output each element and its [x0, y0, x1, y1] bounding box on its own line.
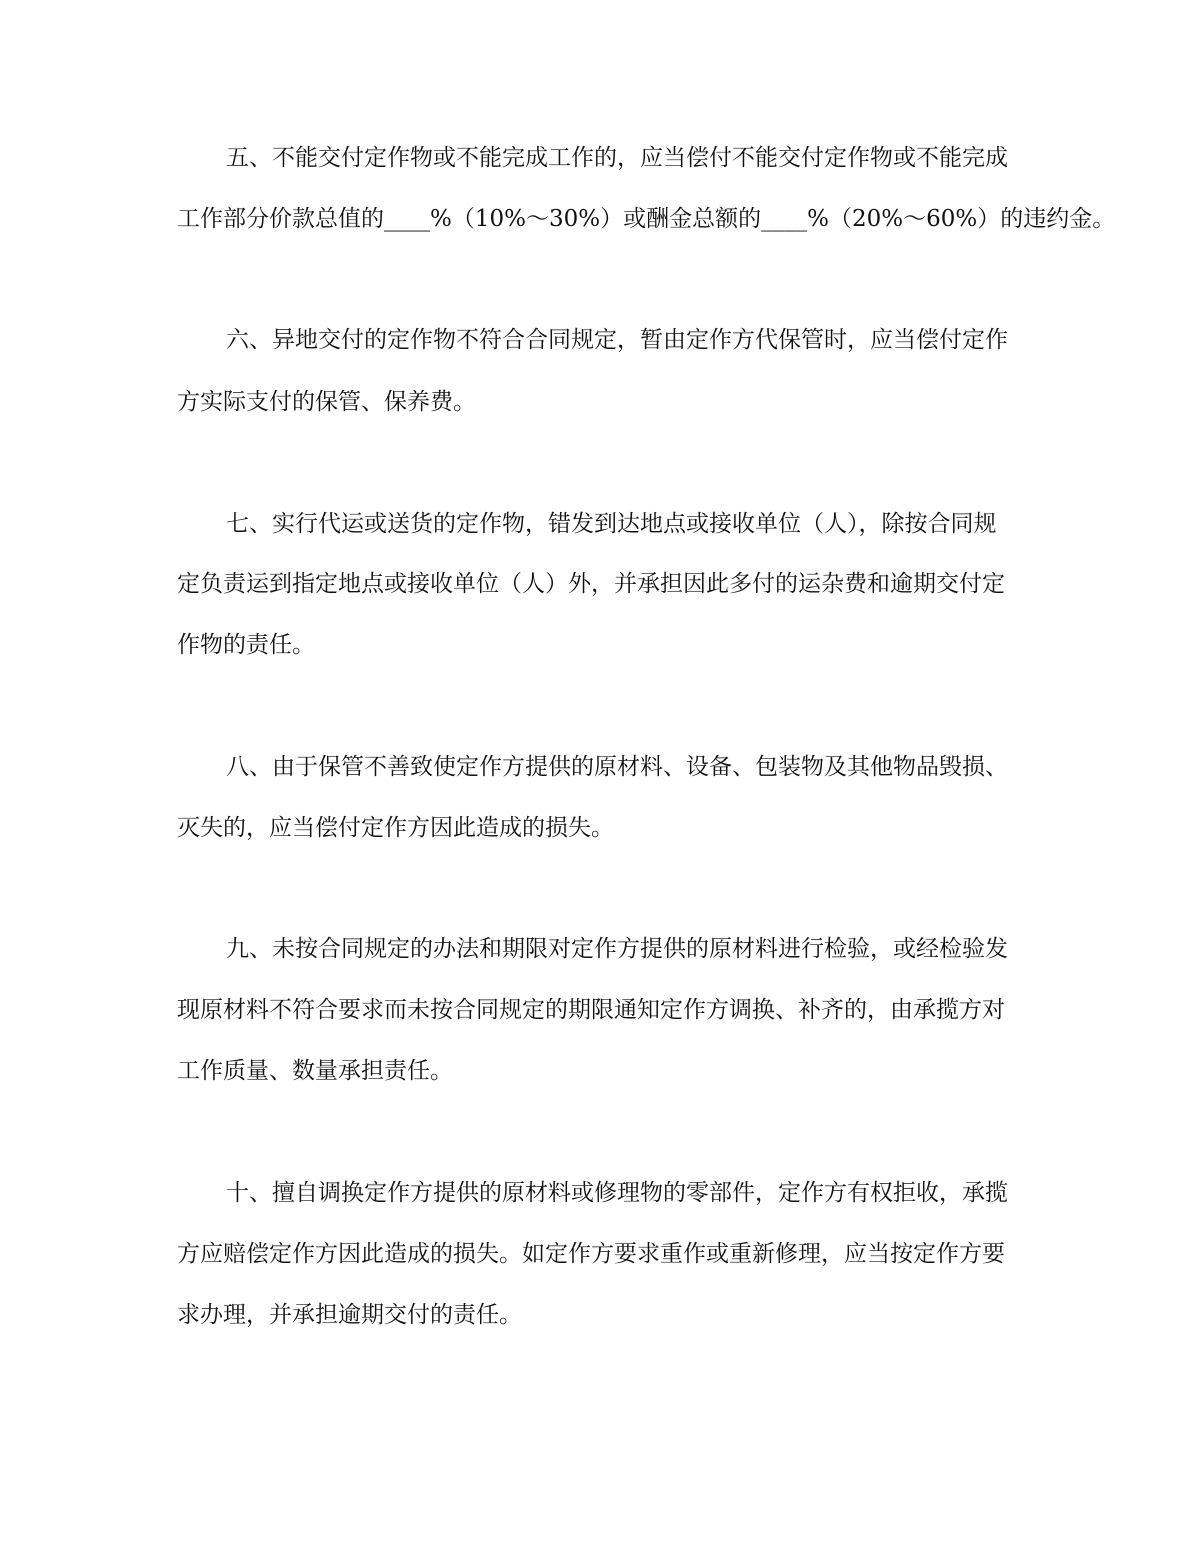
clause-7-line-2: 定负责运到指定地点或接收单位（人）外，并承担因此多付的运杂费和逾期交付定: [177, 571, 1005, 597]
clause-6-line-1: 六、异地交付的定作物不符合合同规定，暂由定作方代保管时，应当偿付定作: [226, 327, 1008, 353]
clause-10-line-3: 求办理，并承担逾期交付的责任。: [177, 1302, 522, 1328]
clause-6-line-2: 方实际支付的保管、保养费。: [177, 389, 476, 415]
clause-5-line-2: 工作部分价款总值的____%（10%～30%）或酬金总额的____%（20%～60%）的违约金。: [177, 206, 1116, 232]
clause-7-line-3: 作物的责任。: [177, 632, 315, 658]
clause-8-line-1: 八、由于保管不善致使定作方提供的原材料、设备、包装物及其他物品毁损、: [226, 754, 1008, 780]
clause-9-line-2: 现原材料不符合要求而未按合同规定的期限通知定作方调换、补齐的，由承揽方对: [177, 997, 1005, 1023]
clause-10-line-1: 十、擅自调换定作方提供的原材料或修理物的零部件，定作方有权拒收，承揽: [226, 1180, 1008, 1206]
clause-8-line-2: 灭失的，应当偿付定作方因此造成的损失。: [177, 815, 614, 841]
clause-9-line-1: 九、未按合同规定的办法和期限对定作方提供的原材料进行检验，或经检验发: [226, 936, 1008, 962]
clause-5-line-1: 五、不能交付定作物或不能完成工作的，应当偿付不能交付定作物或不能完成: [226, 145, 1008, 171]
clause-9-line-3: 工作质量、数量承担责任。: [177, 1058, 453, 1084]
clause-7-line-1: 七、实行代运或送货的定作物，错发到达地点或接收单位（人），除按合同规: [226, 511, 997, 537]
clause-10-line-2: 方应赔偿定作方因此造成的损失。如定作方要求重作或重新修理，应当按定作方要: [177, 1241, 1005, 1267]
